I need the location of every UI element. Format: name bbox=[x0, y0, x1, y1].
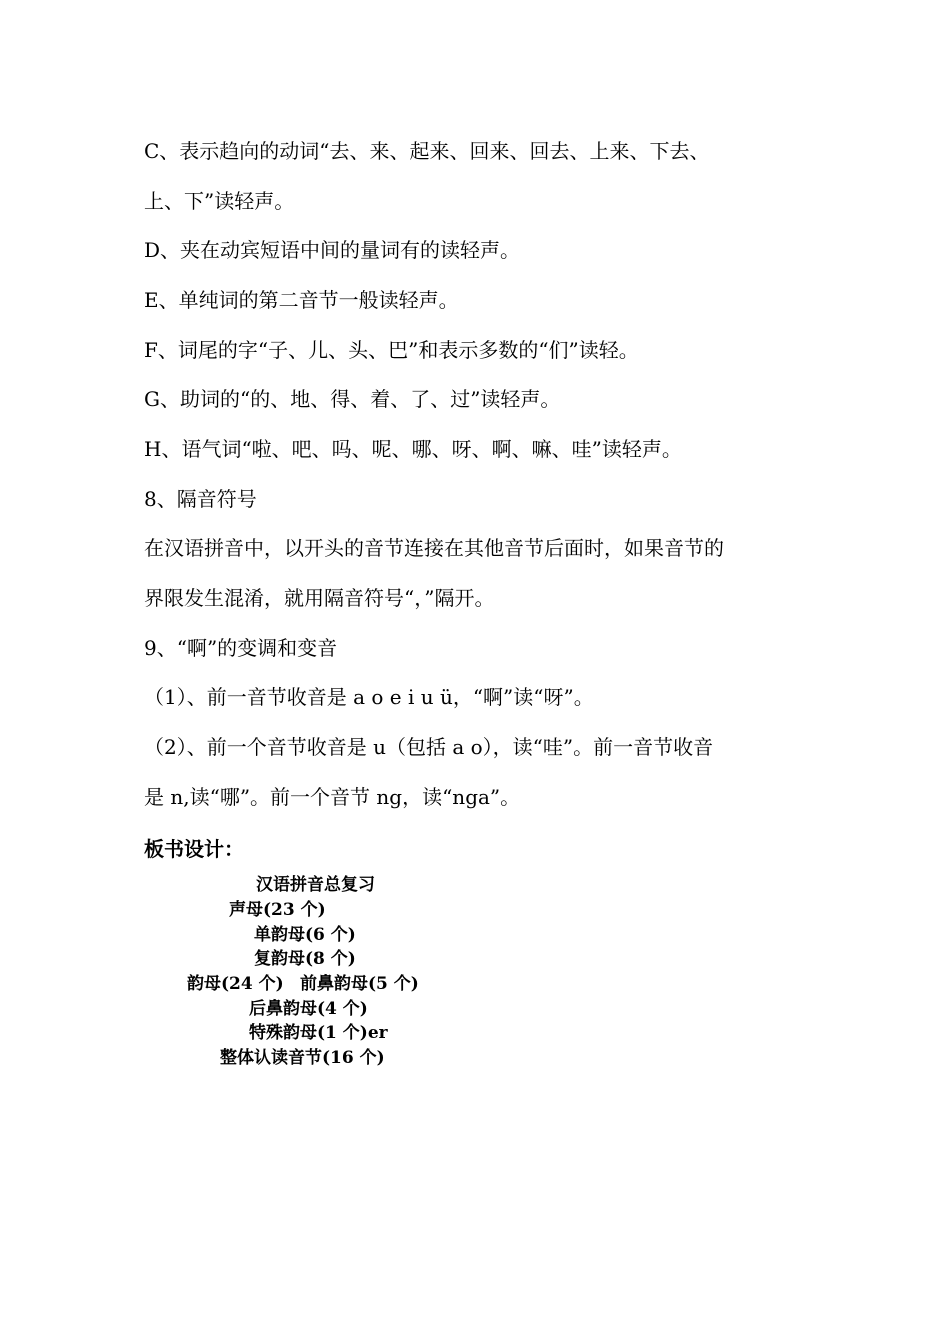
paragraph-line: C、表示趋向的动词“去、来、起来、回来、回去、上来、下去、 bbox=[144, 139, 710, 163]
board-qianbi-yunmu: 前鼻韵母(5 个) bbox=[300, 974, 419, 994]
board-dan-yunmu: 单韵母(6 个) bbox=[254, 925, 356, 945]
board-title: 汉语拼音总复习 bbox=[256, 875, 375, 895]
paragraph-line: 是 n,读“哪”。前一个音节 ng，读“nga”。 bbox=[144, 785, 521, 809]
board-yunmu: 韵母(24 个) bbox=[187, 974, 284, 994]
paragraph-line: 界限发生混淆，就用隔音符号“，”隔开。 bbox=[144, 586, 495, 610]
paragraph-line: D、夹在动宾短语中间的量词有的读轻声。 bbox=[144, 238, 521, 262]
board-houbi-yunmu: 后鼻韵母(4 个) bbox=[249, 999, 368, 1019]
paragraph-line: （2）、前一个音节收音是 u（包括 a o），读“哇”。前一音节收音 bbox=[144, 735, 714, 759]
section-heading: 9、“啊”的变调和变音 bbox=[144, 636, 338, 660]
paragraph-line: 上、下”读轻声。 bbox=[144, 189, 295, 213]
section-heading: 8、隔音符号 bbox=[144, 487, 257, 511]
paragraph-line: （1）、前一音节收音是 a o e i u ü，“啊”读“呀”。 bbox=[144, 685, 594, 709]
board-teshu-yunmu: 特殊韵母(1 个)er bbox=[249, 1023, 388, 1043]
paragraph-line: F、词尾的字“子、儿、头、巴”和表示多数的“们”读轻。 bbox=[144, 338, 639, 362]
paragraph-line: 在汉语拼音中，以开头的音节连接在其他音节后面时，如果音节的 bbox=[144, 536, 724, 560]
board-fu-yunmu: 复韵母(8 个) bbox=[254, 949, 356, 969]
board-zhengti: 整体认读音节(16 个) bbox=[220, 1048, 385, 1068]
paragraph-line: E、单纯词的第二音节一般读轻声。 bbox=[144, 288, 459, 312]
board-shengmu: 声母(23 个) bbox=[229, 900, 326, 920]
paragraph-line: G、助词的“的、地、得、着、了、过”读轻声。 bbox=[144, 387, 561, 411]
paragraph-line: H、语气词“啦、吧、吗、呢、哪、呀、啊、嘛、哇”读轻声。 bbox=[144, 437, 682, 461]
board-design-heading: 板书设计： bbox=[144, 837, 244, 861]
